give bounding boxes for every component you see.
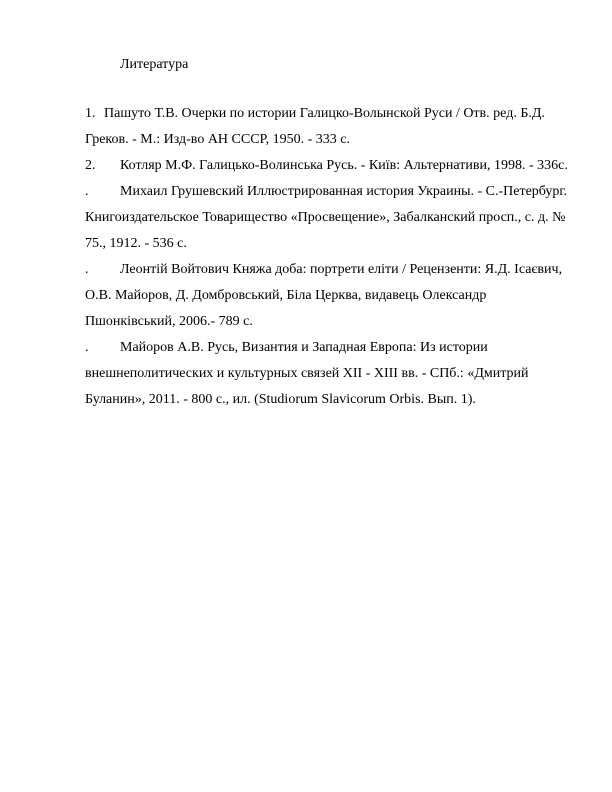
- reference-5-line-1: [85, 335, 575, 361]
- reference-1-text-1: Пашуто Т.В. Очерки по истории Галицко-Волынской Руси / Отв. ред. Б.Д.: [104, 106, 545, 121]
- reference-3-number: .: [85, 184, 89, 199]
- reference-1-number: 1.: [85, 106, 96, 121]
- reference-4-text-1: Леонтій Войтович Княжа доба: портрети еліти / Рецензенти: Я.Д. Ісаєвич,: [120, 262, 563, 277]
- reference-5-line-3: [85, 387, 575, 413]
- reference-1-text-2: Греков. - М.: Изд-во АН СССР, 1950. - 333 с.: [85, 132, 350, 147]
- reference-1-line-2: [85, 127, 575, 153]
- reference-5-text-2: внешнеполитических и культурных связей XII - XIII вв. - СПб.: «Дмитрий: [85, 366, 529, 381]
- reference-4-text-2: О.В. Майоров, Д. Домбровський, Біла Церква, видавець Олександр: [85, 288, 487, 303]
- reference-4-number: .: [85, 262, 89, 277]
- reference-4-line-2: [85, 283, 575, 309]
- reference-5-text-1: Майоров А.В. Русь, Византия и Западная Европа: Из истории: [120, 340, 488, 355]
- reference-1-line-1: [85, 101, 575, 127]
- reference-3-text-1: Михаил Грушевский Иллюстрированная история Украины. - С.-Петербург.: [120, 184, 568, 199]
- reference-4-line-1: [85, 257, 575, 283]
- reference-5-text-3: Буланин», 2011. - 800 с., ил. (Studiorum Slavicorum Orbis. Вып. 1).: [85, 392, 476, 407]
- reference-3-line-3: [85, 231, 575, 257]
- reference-4-line-3: [85, 309, 575, 335]
- reference-3-text-3: 75., 1912. - 536 с.: [85, 236, 187, 251]
- reference-2-text-1: Котляр М.Ф. Галицько-Волинська Русь. - Київ: Альтернативи, 1998. - 336с.: [120, 158, 568, 173]
- reference-4-text-3: Пшонківський, 2006.- 789 с.: [85, 314, 253, 329]
- page-title: Литература: [120, 57, 189, 72]
- reference-5-number: .: [85, 340, 89, 355]
- reference-3-text-2: Книгоиздательское Товарищество «Просвещение», Забалканский просп., с. д. №: [85, 210, 566, 225]
- reference-3-line-2: [85, 205, 575, 231]
- reference-2-number: 2.: [85, 158, 96, 173]
- reference-3-line-1: [85, 179, 575, 205]
- reference-list: [85, 101, 575, 413]
- reference-2-line-1: [85, 153, 575, 179]
- reference-5-line-2: [85, 361, 575, 387]
